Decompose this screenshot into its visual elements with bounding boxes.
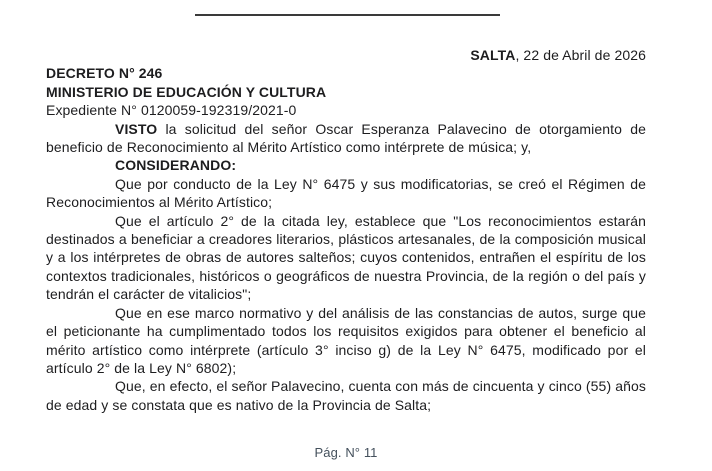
visto-label: VISTO: [115, 120, 158, 137]
date-text: , 22 de Abril de 2026: [515, 47, 646, 63]
recital-paragraph-3: Que en ese marco normativo y del análisis de las constancias de autos, surge que el peticionante ha cumplimentado todos los requisitos exigidos para obtener el beneficio al mérito artístico como intérprete (artículo 3° inciso g) de la Ley N° 6475, modificado por el artículo 2° de la Ley N° 6802);: [46, 304, 646, 376]
recital-paragraph-2: Que el artículo 2° de la citada ley, establece que "Los reconocimientos estarán destinados a beneficiar a creadores literarios, plásticos artesanales, de la composición musical y a los intérpretes de obras de autores salteños; cuyos contenidos, entrañen el espíritu de los contextos tradicionales, históricos o geográficos de nuestra Provincia, de la región o del país y tendrán el carácter de vitalicios";: [46, 212, 646, 303]
file-number: Expediente N° 0120059-192319/2021-0: [46, 102, 297, 119]
ministry-name: MINISTERIO DE EDUCACIÓN Y CULTURA: [46, 83, 327, 100]
visto-paragraph: [46, 120, 646, 157]
recital-paragraph-1: Que por conducto de la Ley N° 6475 y sus modificatorias, se creó el Régimen de Reconocimientos al Mérito Artístico;: [46, 175, 646, 211]
date-line: [46, 46, 646, 64]
visto-text: la solicitud del señor Oscar Esperanza Palavecino de otorgamiento de beneficio de Reconocimiento al Mérito Artístico como intérprete de música; y,: [46, 120, 646, 156]
recital-paragraph-4: Que, en efecto, el señor Palavecino, cuenta con más de cincuenta y cinco (55) años de edad y se constata que es nativo de la Provincia de Salta;: [46, 378, 646, 413]
header-rule: [195, 14, 500, 16]
document-content: [46, 46, 646, 414]
page-number: Pág. N° 11: [314, 445, 378, 460]
decree-number: DECRETO N° 246: [46, 65, 163, 82]
considerando-heading: CONSIDERANDO:: [115, 157, 237, 174]
city-name: SALTA: [470, 47, 516, 63]
